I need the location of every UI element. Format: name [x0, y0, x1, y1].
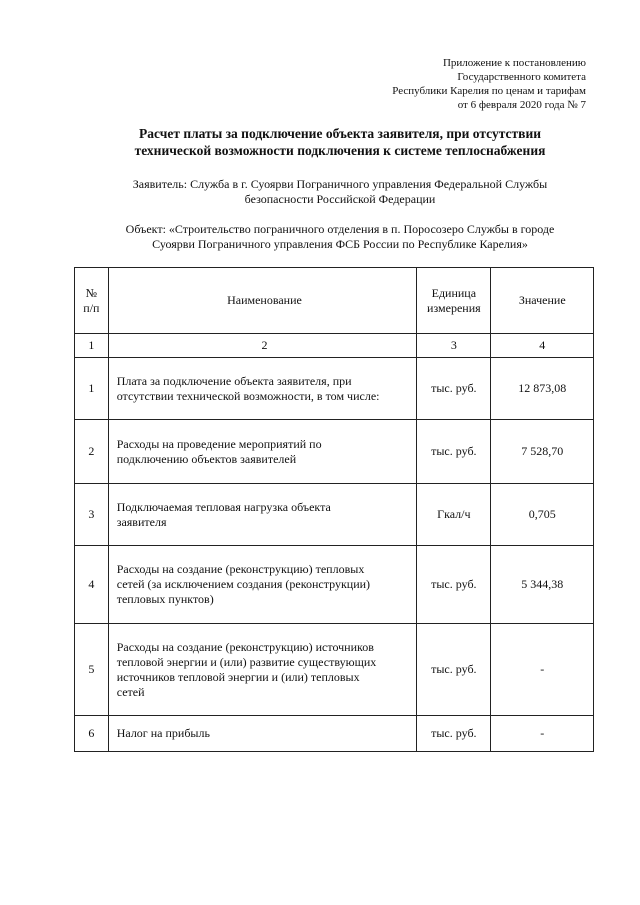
row-value-cell: - — [491, 624, 594, 716]
row-name-cell — [108, 546, 416, 624]
row-value-cell: 0,705 — [491, 484, 594, 546]
row-name-cell — [108, 358, 416, 420]
row-name-line: Плата за подключение объекта заявителя, при — [116, 373, 352, 388]
row-num-cell: 2 — [75, 420, 109, 484]
applicant-paragraph — [60, 177, 620, 207]
row-name-line: сетей — [116, 684, 145, 699]
column-number-row — [75, 334, 594, 358]
calculation-table — [74, 267, 594, 752]
row-value-cell: - — [491, 716, 594, 752]
header-num-line: № — [85, 285, 98, 300]
row-unit-cell: тыс. руб. — [417, 358, 491, 420]
row-num-cell: 6 — [75, 716, 109, 752]
header-num-line: п/п — [83, 300, 100, 315]
object-line: Суоярви Пограничного управления ФСБ России по Республике Карелия» — [152, 237, 528, 251]
row-name-line: сетей (за исключением создания (реконструкции) — [116, 577, 371, 591]
row-name-line: тепловой энергии и (или) развитие существующих — [116, 654, 377, 669]
row-unit-cell: Гкал/ч — [417, 484, 491, 546]
applicant-line: безопасности Российской Федерации — [244, 192, 436, 206]
table-row — [75, 624, 594, 716]
row-name-cell — [108, 716, 416, 752]
header-unit-line: Единица — [431, 285, 477, 300]
table-header-row — [75, 268, 594, 334]
object-paragraph — [60, 222, 620, 252]
row-num-cell: 5 — [75, 624, 109, 716]
header-value-cell: Значение — [491, 268, 594, 334]
row-name-line: тепловых пунктов) — [116, 592, 214, 606]
column-number-cell: 1 — [75, 334, 109, 358]
table-row — [75, 546, 594, 624]
row-value-cell: 12 873,08 — [491, 358, 594, 420]
column-number-cell: 3 — [417, 334, 491, 358]
row-unit-cell: тыс. руб. — [417, 546, 491, 624]
object-line: Объект: «Строительство пограничного отделения в п. Поросозеро Службы в городе — [125, 222, 555, 236]
title-line: Расчет платы за подключение объекта заявителя, при отсутствии — [139, 126, 541, 141]
row-name-cell — [108, 420, 416, 484]
row-name-cell — [108, 624, 416, 716]
table-row — [75, 716, 594, 752]
row-name-line: отсутствии технической возможности, в том числе: — [116, 388, 380, 403]
row-unit-cell: тыс. руб. — [417, 716, 491, 752]
document-title — [60, 125, 620, 159]
header-num-cell — [75, 268, 109, 334]
row-num-cell: 4 — [75, 546, 109, 624]
row-name-cell — [108, 484, 416, 546]
title-line: технической возможности подключения к системе теплоснабжения — [134, 143, 546, 158]
appendix-line: Приложение к постановлению — [442, 57, 586, 69]
table-row — [75, 484, 594, 546]
appendix-line: Государственного комитета — [457, 71, 586, 83]
header-name-cell: Наименование — [108, 268, 416, 334]
header-unit-cell — [417, 268, 491, 334]
appendix-line: от 6 февраля 2020 года № 7 — [457, 99, 586, 111]
row-num-cell: 1 — [75, 358, 109, 420]
row-unit-cell: тыс. руб. — [417, 624, 491, 716]
row-name-line: заявителя — [116, 514, 167, 529]
row-value-cell: 5 344,38 — [491, 546, 594, 624]
column-number-cell: 4 — [491, 334, 594, 358]
row-name-line: Расходы на создание (реконструкцию) тепловых — [116, 562, 365, 576]
row-num-cell: 3 — [75, 484, 109, 546]
row-unit-cell: тыс. руб. — [417, 420, 491, 484]
appendix-line: Республики Карелия по ценам и тарифам — [392, 85, 586, 97]
row-value-cell: 7 528,70 — [491, 420, 594, 484]
row-name-line: источников тепловой энергии и (или) тепловых — [116, 669, 360, 684]
appendix-note — [286, 56, 586, 112]
table-row — [75, 420, 594, 484]
row-name-line: Расходы на проведение мероприятий по — [116, 436, 322, 451]
applicant-line: Заявитель: Служба в г. Суоярви Пограничного управления Федеральной Службы — [132, 177, 548, 191]
row-name-line: Налог на прибыль — [116, 726, 210, 740]
header-unit-line: измерения — [427, 300, 481, 315]
table-row — [75, 358, 594, 420]
row-name-line: Подключаемая тепловая нагрузка объекта — [116, 499, 331, 514]
row-name-line: Расходы на создание (реконструкцию) источников — [116, 639, 374, 654]
column-number-cell: 2 — [108, 334, 416, 358]
row-name-line: подключению объектов заявителей — [116, 451, 297, 466]
